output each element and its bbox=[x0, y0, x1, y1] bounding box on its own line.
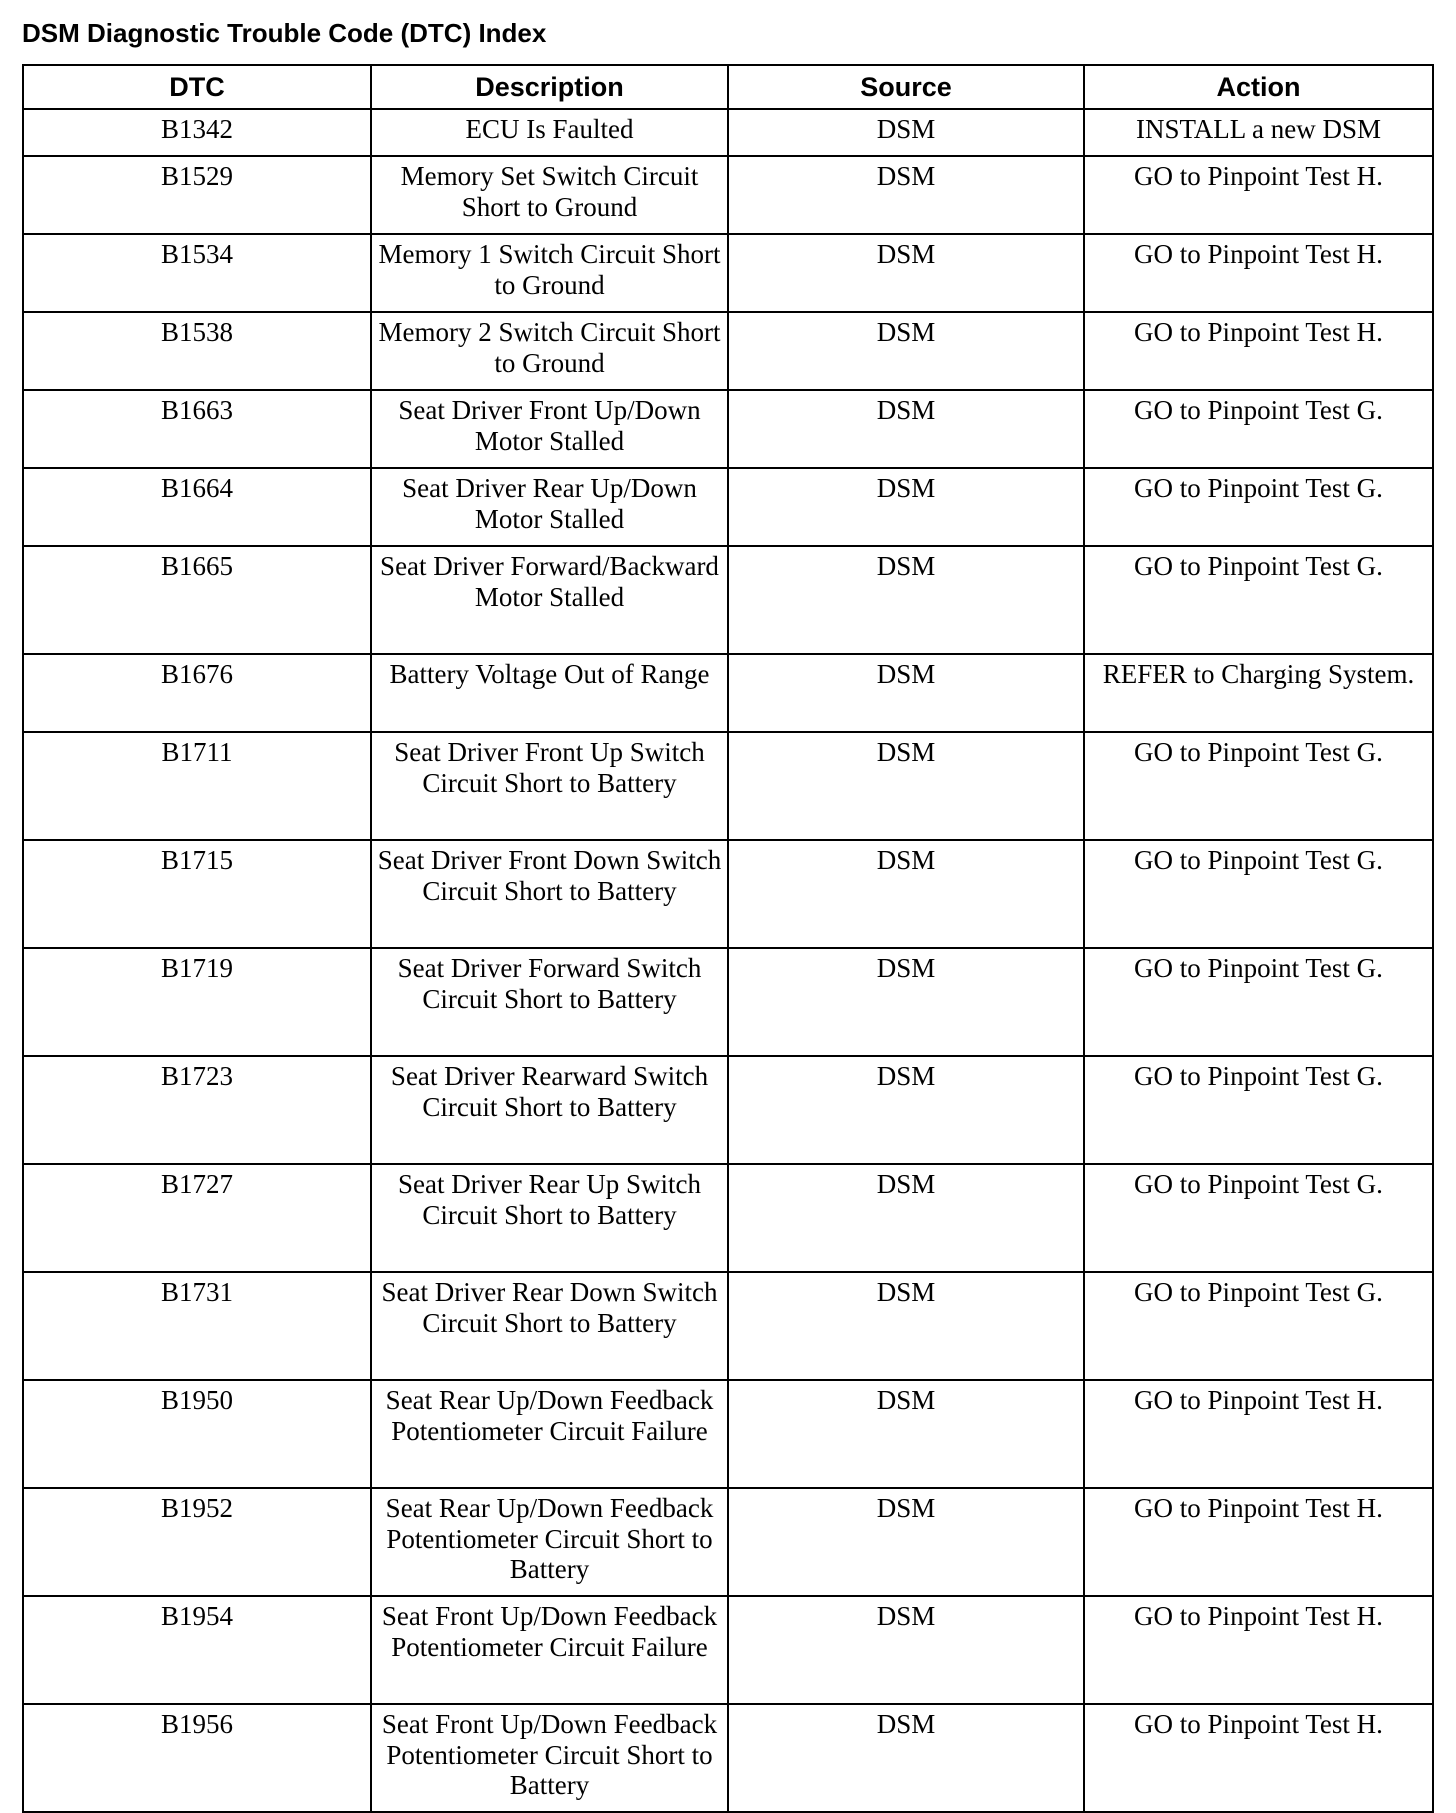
table-row bbox=[23, 390, 1433, 468]
description-cell: Seat Driver Front Up/Down Motor Stalled bbox=[371, 390, 728, 468]
table-row bbox=[23, 1056, 1433, 1164]
table-header-row bbox=[23, 65, 1433, 109]
page-title: DSM Diagnostic Trouble Code (DTC) Index bbox=[22, 18, 547, 48]
table-row bbox=[23, 1596, 1433, 1704]
action-cell: GO to Pinpoint Test G. bbox=[1084, 840, 1433, 948]
header-source: Source bbox=[728, 65, 1084, 109]
header-dtc: DTC bbox=[23, 65, 371, 109]
header-action: Action bbox=[1084, 65, 1433, 109]
source-cell: DSM bbox=[728, 1272, 1084, 1380]
action-cell: GO to Pinpoint Test H. bbox=[1084, 1704, 1433, 1812]
action-cell: GO to Pinpoint Test G. bbox=[1084, 468, 1433, 546]
action-cell: GO to Pinpoint Test G. bbox=[1084, 732, 1433, 840]
source-cell: DSM bbox=[728, 1704, 1084, 1812]
dtc-code-cell: B1342 bbox=[23, 109, 371, 156]
source-cell: DSM bbox=[728, 654, 1084, 732]
description-cell: Memory Set Switch Circuit Short to Ground bbox=[371, 156, 728, 234]
table-row bbox=[23, 546, 1433, 654]
action-cell: GO to Pinpoint Test G. bbox=[1084, 390, 1433, 468]
dtc-code-cell: B1954 bbox=[23, 1596, 371, 1704]
table-row bbox=[23, 312, 1433, 390]
source-cell: DSM bbox=[728, 312, 1084, 390]
action-cell: GO to Pinpoint Test G. bbox=[1084, 948, 1433, 1056]
source-cell: DSM bbox=[728, 109, 1084, 156]
source-cell: DSM bbox=[728, 948, 1084, 1056]
action-cell: GO to Pinpoint Test H. bbox=[1084, 312, 1433, 390]
description-cell: Seat Driver Rear Up/Down Motor Stalled bbox=[371, 468, 728, 546]
action-cell: GO to Pinpoint Test H. bbox=[1084, 234, 1433, 312]
description-cell: Seat Driver Forward Switch Circuit Short to Battery bbox=[371, 948, 728, 1056]
source-cell: DSM bbox=[728, 546, 1084, 654]
action-cell: GO to Pinpoint Test G. bbox=[1084, 1164, 1433, 1272]
dtc-code-cell: B1723 bbox=[23, 1056, 371, 1164]
table-row bbox=[23, 732, 1433, 840]
description-cell: Memory 2 Switch Circuit Short to Ground bbox=[371, 312, 728, 390]
description-cell: Seat Driver Forward/Backward Motor Stalled bbox=[371, 546, 728, 654]
action-cell: GO to Pinpoint Test H. bbox=[1084, 1488, 1433, 1596]
source-cell: DSM bbox=[728, 840, 1084, 948]
description-cell: Battery Voltage Out of Range bbox=[371, 654, 728, 732]
action-cell: GO to Pinpoint Test H. bbox=[1084, 1596, 1433, 1704]
description-cell: Seat Driver Rearward Switch Circuit Short to Battery bbox=[371, 1056, 728, 1164]
description-cell: Seat Driver Front Up Switch Circuit Short to Battery bbox=[371, 732, 728, 840]
action-cell: GO to Pinpoint Test G. bbox=[1084, 1056, 1433, 1164]
description-cell: Seat Rear Up/Down Feedback Potentiometer Circuit Short to Battery bbox=[371, 1488, 728, 1596]
source-cell: DSM bbox=[728, 468, 1084, 546]
dtc-code-cell: B1715 bbox=[23, 840, 371, 948]
table-row bbox=[23, 840, 1433, 948]
dtc-code-cell: B1956 bbox=[23, 1704, 371, 1812]
action-cell: GO to Pinpoint Test H. bbox=[1084, 156, 1433, 234]
dtc-code-cell: B1731 bbox=[23, 1272, 371, 1380]
table-row bbox=[23, 948, 1433, 1056]
source-cell: DSM bbox=[728, 1380, 1084, 1488]
description-cell: Seat Rear Up/Down Feedback Potentiometer Circuit Failure bbox=[371, 1380, 728, 1488]
dtc-code-cell: B1538 bbox=[23, 312, 371, 390]
action-cell: GO to Pinpoint Test G. bbox=[1084, 1272, 1433, 1380]
table-row bbox=[23, 1272, 1433, 1380]
table-row bbox=[23, 1488, 1433, 1596]
description-cell: ECU Is Faulted bbox=[371, 109, 728, 156]
action-cell: INSTALL a new DSM bbox=[1084, 109, 1433, 156]
dtc-code-cell: B1676 bbox=[23, 654, 371, 732]
dtc-code-cell: B1529 bbox=[23, 156, 371, 234]
source-cell: DSM bbox=[728, 1056, 1084, 1164]
table-row bbox=[23, 1380, 1433, 1488]
dtc-code-cell: B1711 bbox=[23, 732, 371, 840]
dtc-code-cell: B1663 bbox=[23, 390, 371, 468]
dtc-code-cell: B1719 bbox=[23, 948, 371, 1056]
dtc-index-table bbox=[22, 64, 1434, 1813]
table-row bbox=[23, 1164, 1433, 1272]
dtc-code-cell: B1950 bbox=[23, 1380, 371, 1488]
description-cell: Memory 1 Switch Circuit Short to Ground bbox=[371, 234, 728, 312]
table-row bbox=[23, 109, 1433, 156]
description-cell: Seat Driver Front Down Switch Circuit Short to Battery bbox=[371, 840, 728, 948]
dtc-code-cell: B1952 bbox=[23, 1488, 371, 1596]
source-cell: DSM bbox=[728, 1596, 1084, 1704]
dtc-code-cell: B1534 bbox=[23, 234, 371, 312]
description-cell: Seat Front Up/Down Feedback Potentiometer Circuit Short to Battery bbox=[371, 1704, 728, 1812]
source-cell: DSM bbox=[728, 390, 1084, 468]
action-cell: REFER to Charging System. bbox=[1084, 654, 1433, 732]
table-row bbox=[23, 654, 1433, 732]
source-cell: DSM bbox=[728, 1164, 1084, 1272]
table-row bbox=[23, 468, 1433, 546]
header-description: Description bbox=[371, 65, 728, 109]
description-cell: Seat Driver Rear Up Switch Circuit Short to Battery bbox=[371, 1164, 728, 1272]
action-cell: GO to Pinpoint Test H. bbox=[1084, 1380, 1433, 1488]
source-cell: DSM bbox=[728, 732, 1084, 840]
dtc-code-cell: B1665 bbox=[23, 546, 371, 654]
table-row bbox=[23, 234, 1433, 312]
source-cell: DSM bbox=[728, 1488, 1084, 1596]
source-cell: DSM bbox=[728, 234, 1084, 312]
table-row bbox=[23, 156, 1433, 234]
action-cell: GO to Pinpoint Test G. bbox=[1084, 546, 1433, 654]
dtc-code-cell: B1727 bbox=[23, 1164, 371, 1272]
table-row bbox=[23, 1704, 1433, 1812]
source-cell: DSM bbox=[728, 156, 1084, 234]
description-cell: Seat Front Up/Down Feedback Potentiometer Circuit Failure bbox=[371, 1596, 728, 1704]
description-cell: Seat Driver Rear Down Switch Circuit Short to Battery bbox=[371, 1272, 728, 1380]
dtc-code-cell: B1664 bbox=[23, 468, 371, 546]
